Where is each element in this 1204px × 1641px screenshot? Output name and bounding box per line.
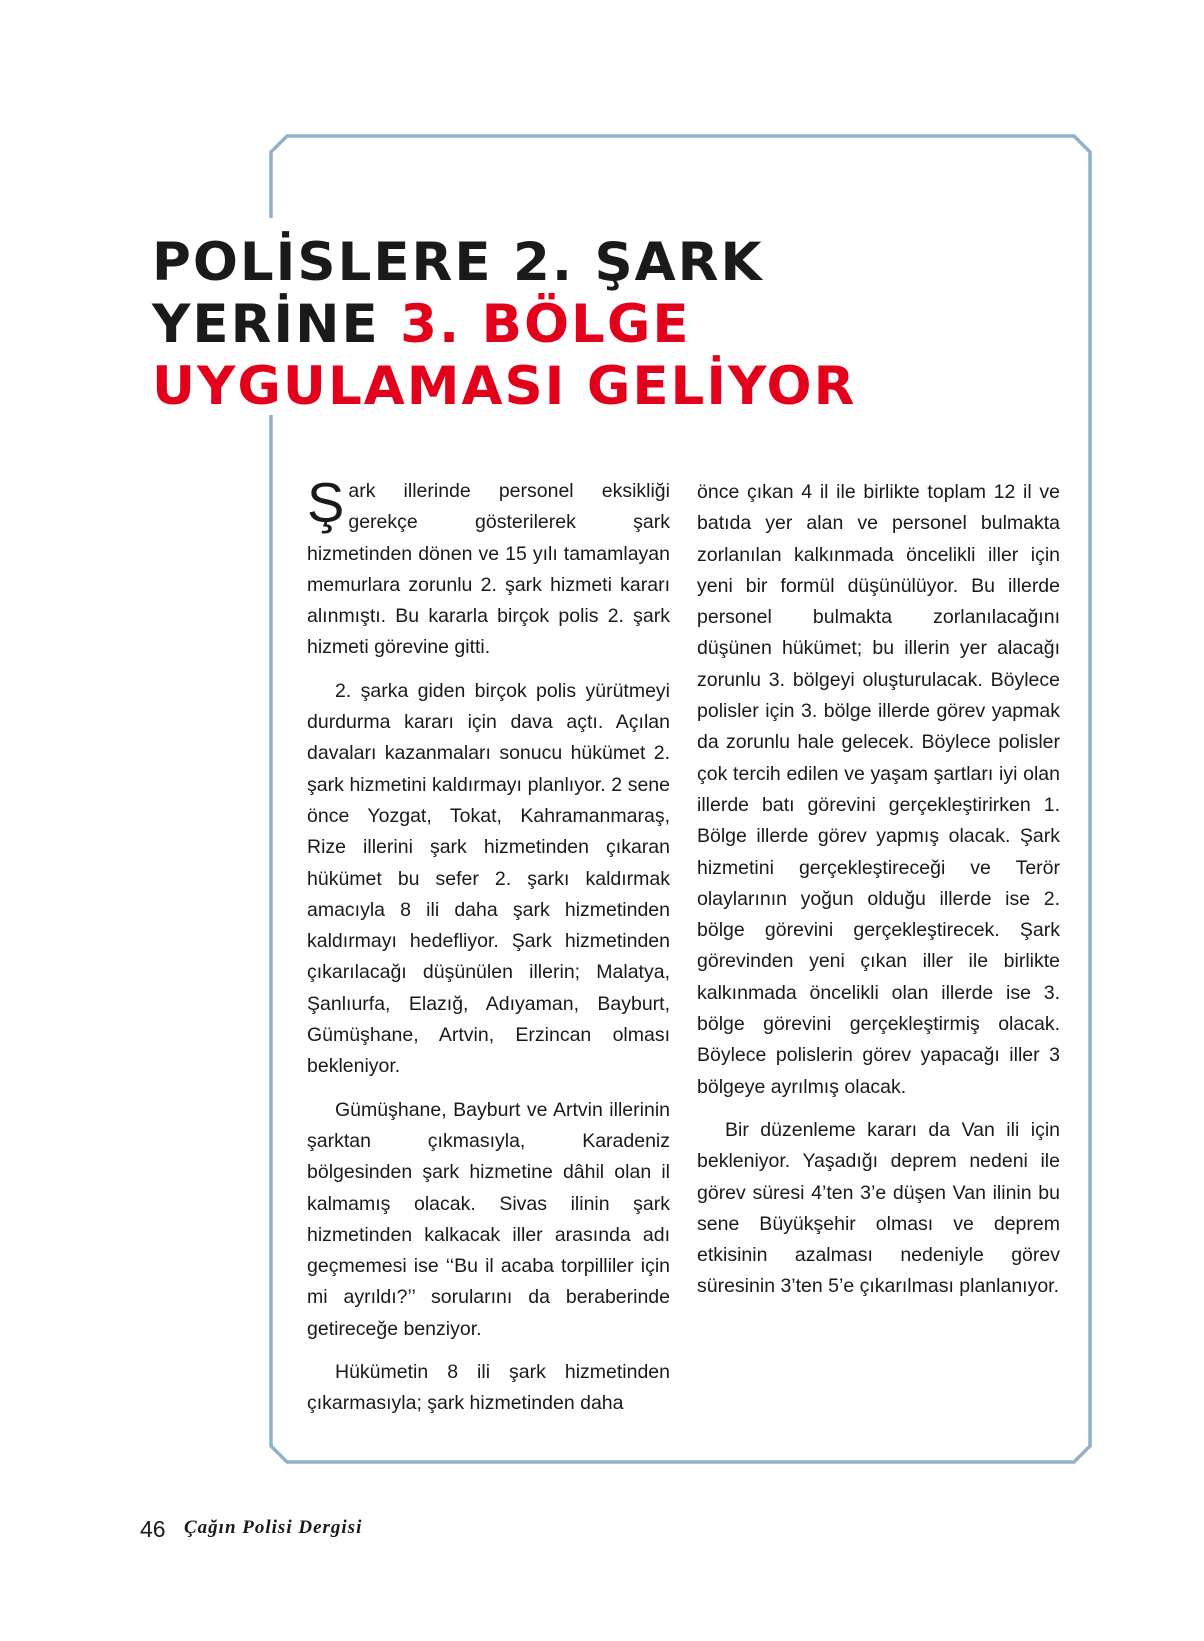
magazine-name: Çağın Polisi Dergisi xyxy=(184,1517,363,1538)
paragraph-1 xyxy=(307,471,670,664)
title-line-2-black: YERİNE xyxy=(152,294,401,355)
article-title xyxy=(152,232,856,418)
paragraph-3: Gümüşhane, Bayburt ve Artvin illerinin şarktan çıkmasıyla, Karadeniz bölgesinden şark hizmetine dâhil olan il kalmamış olacak. Sivas ilinin şark hizmetinden kalkacak iller arasında adı geçmemesi ise ‘‘Bu il acaba torpilliler için mi ayrıldı?’’ sorularını da beraberinde getireceğe benziyor. xyxy=(307,1098,670,1340)
paragraph-4-continued: önce çıkan 4 il ile birlikte toplam 12 il ve batıda yer alan ve personel bulmakta zorlanılan kalkınmada öncelikli iller için yeni bir formül düşünülüyor. Bu illerde personel bulmakta zorlanılacağını düşünen hükümet; bu illerin yer alacağı zorunlu 3. bölgeyi oluşturulacak. Böylece polisler için 3. bölge illerde görev yapmak da zorunlu hale gelecek. Böylece polisler çok tercih edilen ve yaşam şartları iyi olan illerde batı görevini gerçekleştirirken 1. Bölge illerde görev yapmış olacak. Şark hizmetini gerçekleştireceği ve Terör olaylarının yoğun olduğu illerde ise 2. bölge görevini gerçekleştirecek. Şark görevinden yeni çıkan iller ile birlikte kalkınmada öncelikli olan illerde ise 3. bölge görevini gerçekleştirmiş olacak. Böylece polislerin görev yapacağı iller 3 bölgeye ayrılmış olacak. xyxy=(697,481,1060,1098)
paragraph-5: Bir düzenleme kararı da Van ili için bekleniyor. Yaşadığı deprem nedeni ile görev süresi 4’ten 3’e düşen Van ilinin bu sene Büyükşehir olması ve deprem etkisinin azalması nedeniyle görev süresinin 3’ten 5’e çıkarılması planlanıyor. xyxy=(697,1118,1060,1298)
paragraph-2: 2. şarka giden birçok polis yürütmeyi durdurma kararı için dava açtı. Açılan davaları kazanmaları sonucu hükümet 2. şark hizmetini kaldırmayı planlıyor. 2 sene önce Yozgat, Tokat, Kahramanmaraş, Rize illerini şark hizmetinden çıkaran hükümet bu sefer 2. şarkı kaldırmak amacıyla 8 ili daha şark hizmetinden kaldırmayı hedefliyor. Şark hizmetinden çıkarılacağı düşünülen illerin; Malatya, Şanlıurfa, Elazığ, Adıyaman, Bayburt, Gümüşhane, Artvin, Erzincan olması bekleniyor. xyxy=(307,679,670,1078)
title-line-1: POLİSLERE 2. ŞARK xyxy=(152,232,764,293)
paragraph-4: Hükümetin 8 ili şark hizmetinden çıkarmasıyla; şark hizmetinden daha xyxy=(307,1361,670,1415)
title-line-2-red: 3. BÖLGE xyxy=(400,294,691,355)
left-column xyxy=(307,471,670,1432)
right-column xyxy=(697,477,1060,1315)
paragraph-1-text: ark illerinde personel eksikliği gerekçe gösterilerek şark hizmetinden dönen ve 15 yılı tamamlayan memurlara zorunlu 2. şark hizmeti kararı alınmıştı. Bu kararla birçok polis 2. şark hizmeti görevine gitti. xyxy=(307,480,670,659)
page-number: 46 xyxy=(140,1516,166,1542)
drop-cap: Ş xyxy=(307,471,345,534)
title-line-3: UYGULAMASI GELİYOR xyxy=(152,356,857,417)
